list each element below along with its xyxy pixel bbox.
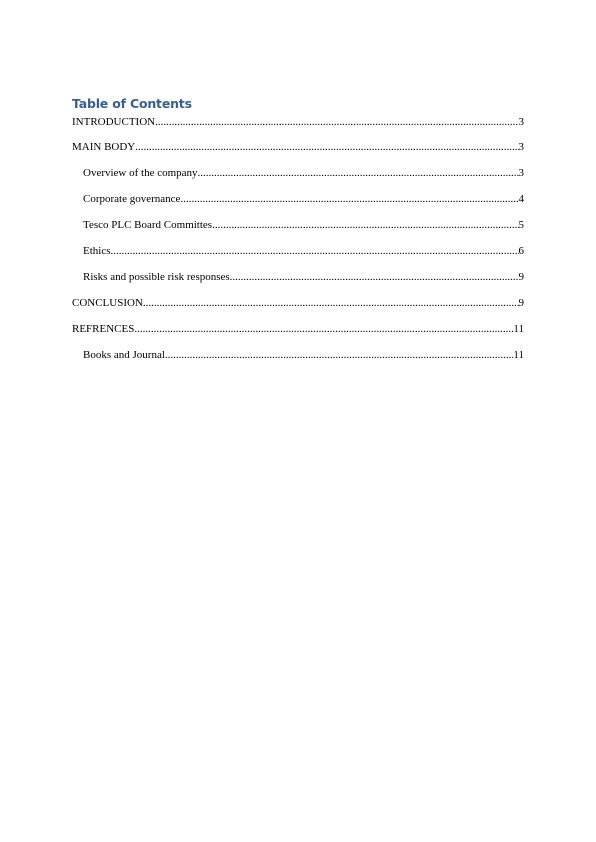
toc-entry-label: Books and Journal xyxy=(83,349,165,361)
toc-entry-page: 3 xyxy=(518,141,524,153)
toc-entry-corporate-governance[interactable] xyxy=(72,193,524,206)
toc-entry-page: 5 xyxy=(518,219,524,231)
toc-entry-label: REFRENCES xyxy=(72,323,135,335)
toc-entry-page: 3 xyxy=(518,167,524,179)
toc-entry-ethics[interactable] xyxy=(72,245,524,258)
dot-leader xyxy=(230,271,519,284)
toc-entry-page: 4 xyxy=(518,193,524,205)
table-of-contents xyxy=(72,96,524,362)
toc-entry-page: 6 xyxy=(518,245,524,257)
toc-entry-books-and-journal[interactable] xyxy=(72,349,524,362)
toc-entry-conclusion[interactable] xyxy=(72,297,524,310)
toc-entry-label: Tesco PLC Board Committes xyxy=(83,219,213,231)
dot-leader xyxy=(212,219,518,232)
toc-entry-introduction[interactable] xyxy=(72,116,524,129)
toc-entry-label: CONCLUSION xyxy=(72,297,143,309)
toc-entry-label: Overview of the company xyxy=(83,167,198,179)
toc-entry-page: 11 xyxy=(513,323,524,335)
toc-entry-label: INTRODUCTION xyxy=(72,116,156,128)
dot-leader xyxy=(165,349,514,362)
dot-leader xyxy=(135,141,518,154)
toc-entry-main-body[interactable] xyxy=(72,141,524,154)
toc-entry-board-committees[interactable] xyxy=(72,219,524,232)
toc-entry-label: MAIN BODY xyxy=(72,141,136,153)
toc-entry-references[interactable] xyxy=(72,323,524,336)
toc-entry-risks[interactable] xyxy=(72,271,524,284)
dot-leader xyxy=(198,167,519,180)
toc-entry-page: 9 xyxy=(518,271,524,283)
toc-entry-overview-of-the-company[interactable] xyxy=(72,167,524,180)
dot-leader xyxy=(111,245,519,258)
toc-entry-label: Corporate governance xyxy=(83,193,181,205)
toc-entry-page: 9 xyxy=(518,297,524,309)
dot-leader xyxy=(134,323,513,336)
toc-entry-label: Risks and possible risk responses xyxy=(83,271,230,283)
dot-leader xyxy=(155,116,518,129)
toc-entry-label: Ethics xyxy=(83,245,111,257)
toc-entry-page: 3 xyxy=(518,116,524,128)
toc-title: Table of Contents xyxy=(72,96,192,111)
dot-leader xyxy=(143,297,519,310)
dot-leader xyxy=(180,193,518,206)
toc-entry-page: 11 xyxy=(513,349,524,361)
